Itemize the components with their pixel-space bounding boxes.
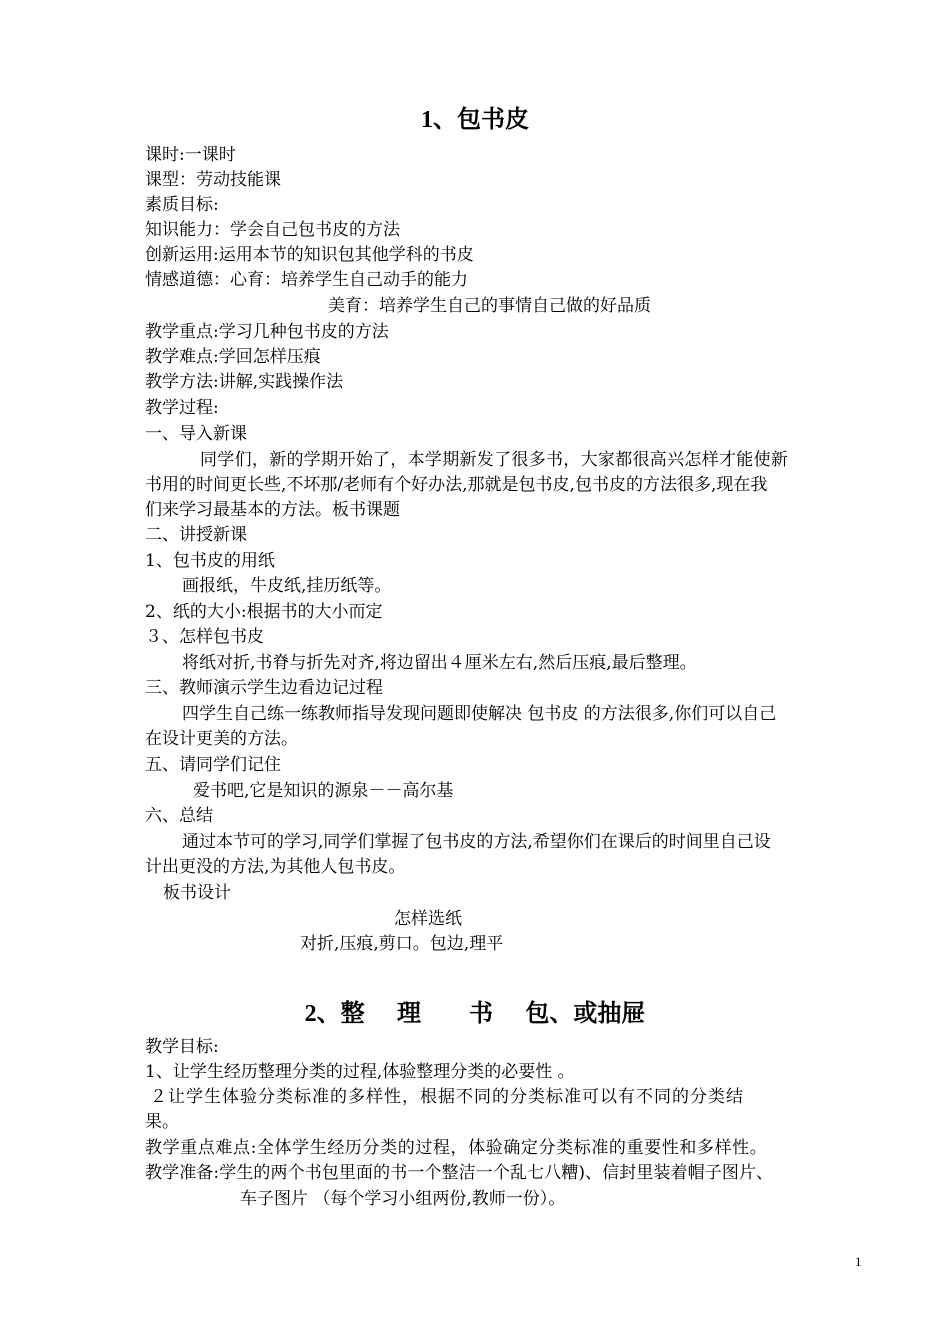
lesson1-line: 五、请同学们记住 — [145, 755, 281, 775]
lesson2-title-text: 、整 理 书 包、或抽屉 — [316, 998, 646, 1027]
lesson1-line: 教学重点:学习几种包书皮的方法 — [145, 322, 389, 342]
lesson1-line: 美育：培养学生自己的事情自己做的好品质 — [328, 296, 651, 316]
lesson2-title-number: 2 — [304, 1001, 317, 1027]
lesson1-line: 课时:一课时 — [145, 145, 236, 165]
lesson2-title — [0, 998, 950, 1029]
lesson1-line: 知识能力：学会自己包书皮的方法 — [145, 220, 400, 240]
lesson1-line: 1、包书皮的用纸 — [145, 551, 275, 571]
lesson1-line: 们来学习最基本的方法。板书课题 — [145, 500, 400, 520]
lesson2-line: 车子图片 （每个学习小组两份,教师一份）。 — [240, 1189, 566, 1209]
lesson1-line: 二、讲授新课 — [145, 525, 247, 545]
lesson1-line: 在设计更美的方法。 — [145, 729, 298, 749]
lesson2-line: 1、让学生经历整理分类的过程,体验整理分类的必要性 。 — [145, 1062, 575, 1082]
lesson1-title-number: 1 — [421, 107, 433, 133]
lesson1-line: 创新运用:运用本节的知识包其他学科的书皮 — [145, 245, 474, 265]
lesson1-line: 板书设计 — [163, 883, 231, 903]
lesson2-line: 教学重点难点:全体学生经历分类的过程，体验确定分类标准的重要性和多样性。 — [145, 1138, 768, 1158]
lesson1-line: 教学过程: — [145, 398, 219, 418]
lesson2-line: 教学目标: — [145, 1037, 219, 1057]
lesson1-line: 对折,压痕,剪口。包边,理平 — [300, 934, 504, 954]
lesson1-line: 2、纸的大小:根据书的大小而定 — [145, 602, 383, 622]
lesson1-line: 教学方法:讲解,实践操作法 — [145, 372, 344, 392]
lesson1-line: 情感道德：心育：培养学生自己动手的能力 — [145, 270, 468, 290]
lesson1-line: 六、总结 — [145, 806, 213, 826]
lesson1-line: ３、怎样包书皮 — [145, 627, 264, 647]
lesson1-title — [0, 104, 950, 135]
lesson1-line: 将纸对折,书脊与折先对齐,将边留出４厘米左右,然后压痕,最后整理。 — [182, 653, 697, 673]
lesson1-line: 怎样选纸 — [394, 909, 462, 929]
page-number: 1 — [855, 1254, 862, 1269]
lesson1-line: 课型：劳动技能课 — [145, 170, 281, 190]
lesson1-title-text: 、包书皮 — [433, 104, 529, 133]
lesson1-line: 素质目标: — [145, 195, 219, 215]
lesson1-line: 一、导入新课 — [145, 424, 247, 444]
lesson1-line: 书用的时间更长些,不坏那/老师有个好办法,那就是包书皮,包书皮的方法很多,现在我 — [145, 475, 768, 495]
lesson1-line: 通过本节可的学习,同学们掌握了包书皮的方法,希望你们在课后的时间里自己设 — [182, 832, 771, 852]
lesson1-line: 同学们，新的学期开始了，本学期新发了很多书，大家都很高兴怎样才能使新 — [200, 450, 789, 470]
lesson2-line: ２让学生体验分类标准的多样性，根据不同的分类标准可以有不同的分类结 — [150, 1087, 744, 1107]
lesson1-line: 画报纸，牛皮纸,挂历纸等。 — [182, 576, 392, 596]
lesson2-line: 果。 — [145, 1112, 179, 1132]
lesson1-line: 四学生自己练一练教师指导发现问题即使解决 包书皮 的方法很多,你们可以自己 — [182, 704, 777, 724]
lesson1-line: 教学难点:学回怎样压痕 — [145, 347, 321, 367]
lesson1-line: 爱书吧,它是知识的源泉－－高尔基 — [193, 781, 454, 801]
lesson1-line: 计出更没的方法,为其他人包书皮。 — [145, 857, 406, 877]
lesson1-line: 三、教师演示学生边看边记过程 — [145, 678, 383, 698]
lesson2-line: 教学准备:学生的两个书包里面的书一个整洁一个乱七八糟)、信封里装着帽子图片、 — [145, 1163, 774, 1183]
